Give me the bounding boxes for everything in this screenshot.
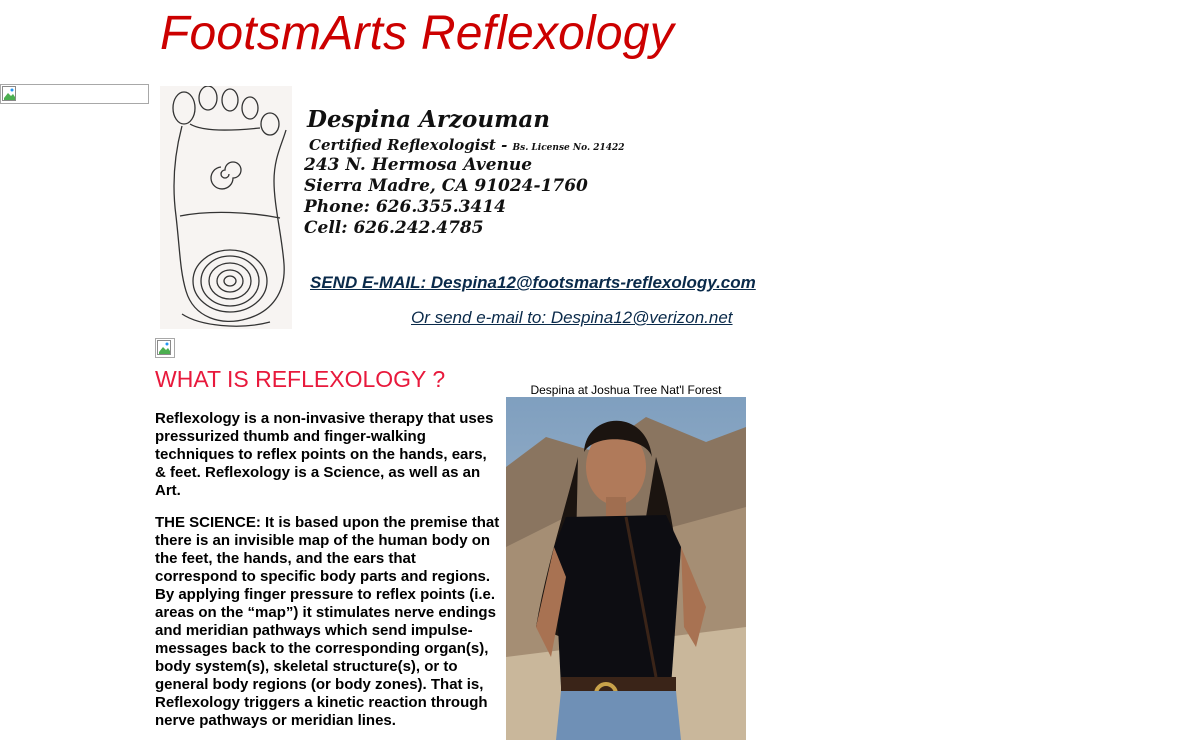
- address-line-1: 243 N. Hermosa Avenue: [304, 155, 533, 175]
- license-number: Bs. License No. 21422: [512, 143, 625, 153]
- site-title: FootsmArts Reflexology: [160, 7, 674, 60]
- certification-label: Certified Reflexologist -: [309, 136, 513, 154]
- despina-photo: [506, 397, 746, 740]
- photo-caption: Despina at Joshua Tree Nat'l Forest: [530, 383, 722, 397]
- broken-image-placeholder-small: [155, 338, 175, 358]
- broken-image-placeholder-left: [0, 84, 149, 104]
- certification-line: [309, 136, 625, 154]
- foot-spiral-logo-icon: [160, 86, 292, 329]
- phone-number: Phone: 626.355.3414: [304, 197, 506, 217]
- address-line-2: Sierra Madre, CA 91024-1760: [304, 176, 588, 196]
- send-email-link[interactable]: SEND E-MAIL: Despina12@footsmarts-reflexology.com: [310, 273, 756, 292]
- paragraph-intro: Reflexology is a non-invasive therapy that uses pressurized thumb and finger-walking techniques to reflex points on the hands, ears, & feet. Reflexology is a Science, as well as an Art.: [155, 410, 494, 499]
- section-heading: WHAT IS REFLEXOLOGY ?: [155, 366, 446, 392]
- alternate-email-link[interactable]: Or send e-mail to: Despina12@verizon.net: [411, 308, 733, 327]
- practitioner-name: Despina Arzouman: [307, 106, 551, 133]
- paragraph-science: THE SCIENCE: It is based upon the premise that there is an invisible map of the human body on the feet, the hands, and the ears that correspond to specific body parts and regions. By applying finger pressure to reflex points (i.e. areas on the “map”) it stimulates nerve endings and meridian pathways which send impulse-messages back to the corresponding organ(s), body system(s), skeletal structure(s), or to general body regions (or body zones). That is, Reflexology triggers a kinetic reaction through nerve pathways or meridian lines.: [155, 514, 500, 729]
- foot-reflexology-image: [160, 86, 292, 329]
- reflexology-description: [155, 410, 500, 744]
- broken-image-icon: [2, 86, 18, 102]
- broken-image-icon: [157, 340, 173, 356]
- portrait-photo-graphic: [506, 397, 746, 740]
- cell-number: Cell: 626.242.4785: [304, 218, 484, 238]
